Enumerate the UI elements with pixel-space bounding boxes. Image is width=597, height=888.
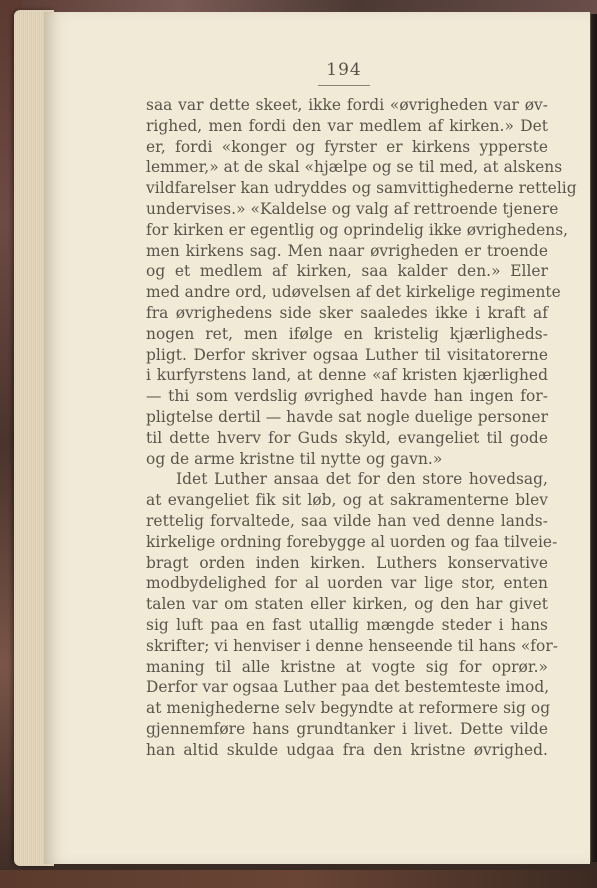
text-line: at evangeliet fik sit løb, og at sakramenterne blev bbox=[146, 491, 548, 510]
background-bottom bbox=[0, 870, 597, 888]
text-line: og de arme kristne til nytte og gavn.» bbox=[146, 449, 443, 468]
text-line: pligt. Derfor skriver ogsaa Luther til visitatorerne bbox=[146, 345, 548, 364]
text-line: fra øvrighedens side sker saaledes ikke i kraft af bbox=[146, 303, 548, 322]
page-number: 194 bbox=[326, 60, 362, 80]
text-line: — thi som verdslig øvrighed havde han ingen for- bbox=[146, 387, 548, 406]
page-number-rule bbox=[318, 85, 370, 86]
text-line: righed, men fordi den var medlem af kirken.» Det bbox=[146, 116, 548, 135]
text-line: gjennemføre hans grundtanker i livet. Dette vilde bbox=[146, 719, 548, 738]
text-line: talen var om staten eller kirken, og den har givet bbox=[146, 595, 548, 614]
text-line: pligtelse dertil — havde sat nogle duelige personer bbox=[146, 407, 548, 426]
text-line: at menighederne selv begyndte at reformere sig og bbox=[146, 699, 551, 718]
text-line: for kirken er egentlig og oprindelig ikke øvrighedens, bbox=[146, 220, 569, 239]
text-line: han altid skulde udgaa fra den kristne øvrighed. bbox=[146, 740, 548, 759]
text-line: men kirkens sag. Men naar øvrigheden er troende bbox=[146, 241, 548, 260]
text-line: maning til alle kristne at vogte sig for oprør.» bbox=[146, 657, 548, 676]
text-line: i kurfyrstens land, at denne «af kristen kjærlighed bbox=[146, 366, 548, 385]
text-line: bragt orden inden kirken. Luthers konservative bbox=[146, 553, 548, 572]
text-line: nogen ret, men ifølge en kristelig kjærligheds- bbox=[146, 324, 548, 343]
text-line: er, fordi «konger og fyrster er kirkens ypperste bbox=[146, 137, 548, 156]
body-text bbox=[146, 95, 577, 761]
text-line: undervises.» «Kaldelse og valg af rettroende tjenere bbox=[146, 199, 559, 218]
text-line: skrifter; vi henviser i denne henseende til hans «for- bbox=[146, 636, 559, 655]
text-line: Derfor var ogsaa Luther paa det bestemteste imod, bbox=[146, 678, 550, 697]
text-line: vildfarelser kan udryddes og samvittighederne rettelig bbox=[146, 179, 577, 198]
text-line: med andre ord, udøvelsen af det kirkelige regimente bbox=[146, 283, 561, 302]
text-line: lemmer,» at de skal «hjælpe og se til med, at alskens bbox=[146, 158, 563, 177]
text-line: Idet Luther ansaa det for den store hovedsag, bbox=[176, 470, 548, 489]
text-line: modbydelighed for al uorden var lige stor, enten bbox=[146, 574, 548, 593]
text-line: og et medlem af kirken, saa kalder den.» Eller bbox=[146, 262, 548, 281]
text-line: til dette hverv for Guds skyld, evangeliet til gode bbox=[146, 428, 548, 447]
text-line: saa var dette skeet, ikke fordi «øvrigheden var øv- bbox=[146, 96, 548, 114]
text-line: kirkelige ordning forebygge al uorden og faa tilveie- bbox=[146, 532, 558, 551]
text-line: rettelig forvaltede, saa vilde han ved denne lands- bbox=[146, 511, 548, 530]
text-line: sig luft paa en fast utallig mængde steder i hans bbox=[146, 615, 548, 634]
